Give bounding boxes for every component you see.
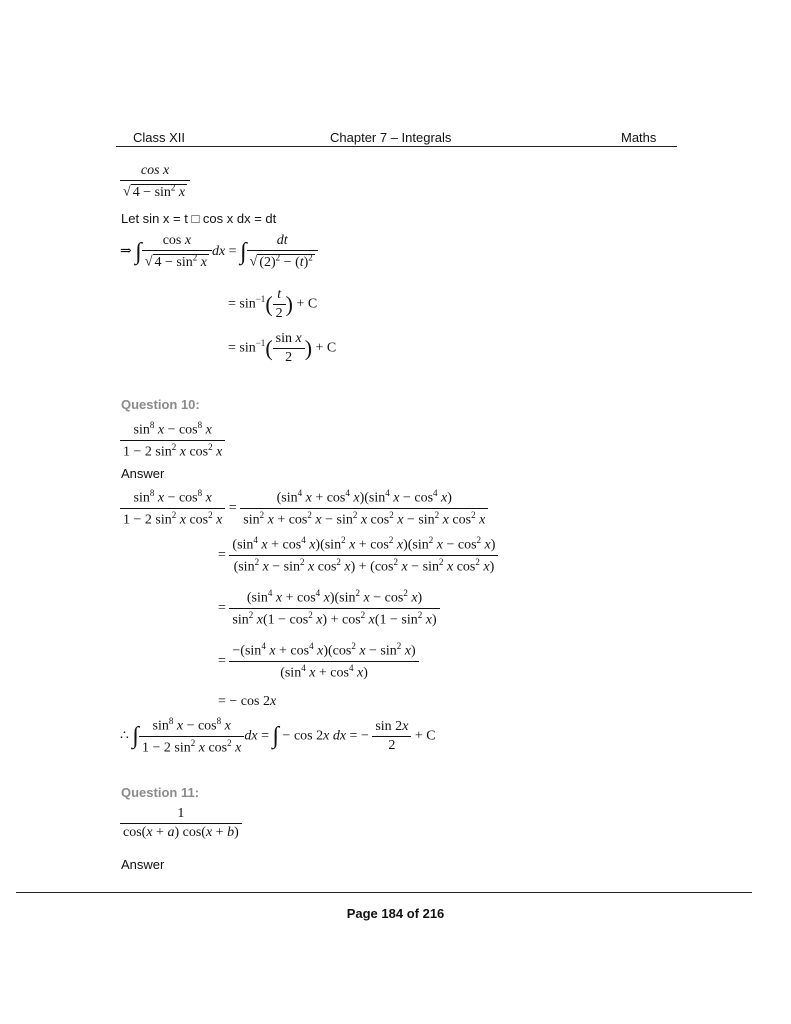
header-rule xyxy=(116,146,677,147)
equation-q10-step3: = $\frac{(\sin^4 x + \cos^4 x)(\sin^2 x - \cos^2 x)}{\sin^2 x(1 - \cos^2 x) + \cos^2 x(1 - \sin^2 x)}$ xyxy=(218,588,440,628)
question-10-title: Question 10: xyxy=(121,397,200,412)
equation-q10-step4: = $\frac{-(\sin^4 x + \cos^4 x)(\cos^2 x - \sin^2 x)}{(\sin^4 x + \cos^4 x)}$ xyxy=(218,641,419,681)
header-chapter: Chapter 7 – Integrals xyxy=(330,130,452,145)
substitution-line: Let sin x = t □ cos x dx = dt xyxy=(121,211,277,226)
header-subject: Maths xyxy=(621,130,657,145)
equation-q9-step3: = $\sin^{-1}$( $\frac{\text{sin x}}{2}$ ) + C xyxy=(228,331,337,365)
equation-q10-step1: $\frac{\sin^8 x - \cos^8 x}{1 - 2 \sin^2 x \cos^2 x}$ = $\frac{(\sin^4 x + \cos^4 x)(\sin^4 x - \cos^4 x)}{\sin^2 x + \cos^2 x - \sin^2 x \cos^2 x - \sin^2 x \cos^2 x}$ xyxy=(120,488,488,528)
equation-q10-step5: = − cos 2x xyxy=(218,694,277,709)
header-class: Class XII xyxy=(133,130,186,145)
equation-q11-statement: $\frac{1}{\cos(x + a) \cos(x + b)}$ xyxy=(120,806,242,841)
footer-rule xyxy=(16,892,752,893)
equation-q10-step2: = $\frac{(\sin^4 x + \cos^4 x)(\sin^2 x + \cos^2 x)(\sin^2 x - \cos^2 x)}{(\sin^2 x - \sin^2 x \cos^2 x) + (\cos^2 x - \sin^2 x \cos^2 x)}$ xyxy=(218,535,498,575)
answer-label-q11: Answer xyxy=(121,857,165,872)
question-11-title: Question 11: xyxy=(121,785,200,800)
equation-q10-result: ∴ ∫ $\frac{\sin^8 x - \cos^8 x}{1 - 2 \sin^2 x \cos^2 x}$ dx = ∫ − cos 2x dx = − $\frac{\sin 2x}{2}$ + C xyxy=(120,716,436,756)
equation-q10-statement: $\frac{\sin^8 x - \cos^8 x}{1 - 2 \sin^2 x \cos^2 x}$ xyxy=(120,420,225,460)
answer-label-q10: Answer xyxy=(121,466,165,481)
page-number: Page 184 of 216 xyxy=(346,906,445,921)
equation-q9-step1: ⇒ ∫ $\frac{\text{cos x}}{√ 4 - \sin^2 x}$ dx = ∫ $\frac{dt}{√ (2)^2 - (t)^2}$ xyxy=(120,233,318,271)
equation-integrand-q9: $\frac{\text{cos x}}{√ 4 - \sin^2 x}$ xyxy=(120,163,190,201)
equation-q9-step2: = $\sin^{-1}$( $\frac{t}{2}$ ) + C xyxy=(228,287,318,321)
